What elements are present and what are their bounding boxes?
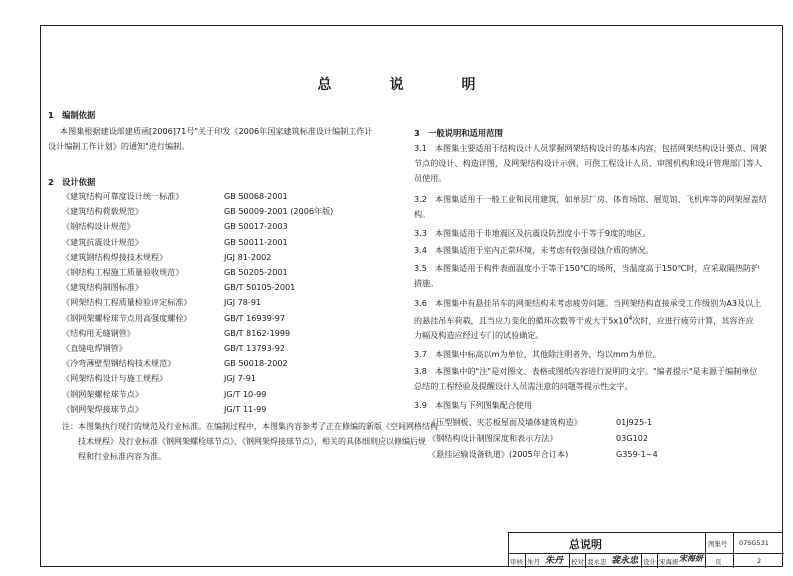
section3-p8-line1: 3.8 本图集中的"注"是对图文、表格或图纸内容进行说明的文字。"编者提示"是未源于编制单位	[414, 366, 758, 376]
section3-p1-line3: 员使用。	[414, 173, 447, 183]
standard-code: GB 50068-2001	[224, 191, 288, 201]
section3-p7: 3.7 本图集中标高以m为单位，其他除注明者外，均以mm为单位。	[414, 349, 661, 359]
standard-code: JG/T 10-99	[224, 388, 267, 399]
tb-divider-v4	[569, 553, 570, 568]
tb-design-name: 宋海妍	[659, 558, 679, 566]
section2-heading: 2 设计依据	[48, 177, 96, 187]
standard-name: 《建筑结构制图标准》	[62, 282, 143, 293]
standard-code: JGJ 81-2002	[224, 251, 272, 262]
tb-check-label: 校对	[571, 558, 584, 566]
section1-heading: 1 编制依据	[48, 110, 96, 120]
section3-p8-line2: 总结的工程经验及提醒设计人员需注意的问题等提示性文字。	[414, 381, 633, 391]
reference-code: 03G102	[616, 433, 649, 443]
standard-code: GB/T 13793-92	[224, 343, 286, 353]
standard-name: 《建筑钢结构焊接技术规程》	[62, 251, 168, 262]
standard-code: GB/T 16939-97	[224, 312, 286, 323]
section3-p2-line2: 构。	[414, 209, 431, 219]
section1-para-line2: 设计编制工作计划》的通知"进行编制。	[48, 141, 190, 151]
section3-p6-line2	[414, 312, 754, 328]
reference-name: 《钢结构设计制图深度和表示方法》	[428, 433, 558, 443]
section3-p9: 3.9 本图集与下列图集配合使用	[414, 400, 533, 410]
standard-name: 《钢结构设计规范》	[62, 221, 135, 232]
section3-p6-line1: 3.6 本图集中有悬挂吊车的网架结构未考虑疲劳问题。当网架结构直接承受工作级别为A3及以上	[414, 298, 762, 308]
section3-p6-line2-a: 的悬挂吊车荷载，且当应力变化的循环次数等于或大于5x10	[414, 315, 629, 326]
section3-p1-line1: 3.1 本图集主要适用于结构设计人员掌握网架结构设计的基本内容，包括网架结构设计要点、网架	[414, 143, 767, 153]
section3-p5-line2: 措施。	[414, 278, 439, 288]
tb-review-name: 朱丹	[527, 558, 540, 566]
standard-name: 《钢网架螺栓球节点》	[62, 388, 143, 399]
reference-code: G359-1~4	[616, 449, 658, 459]
standard-code: GB/T 50105-2001	[224, 282, 296, 293]
title-block	[508, 532, 783, 567]
tb-drawing-title: 总说明	[569, 538, 602, 551]
standard-code: GB 50018-2002	[224, 358, 288, 369]
standard-row	[62, 206, 392, 218]
tb-divider-v5	[585, 553, 586, 568]
tb-check-signature: 裴永忠	[611, 556, 639, 566]
section3-p6-exponent: 4	[628, 315, 633, 322]
tb-atlas-no: 07SG531	[739, 539, 769, 547]
standard-code: JGJ 7-91	[224, 373, 256, 384]
section3-p5-line1: 3.5 本图集适用于构件表面温度小于等于150℃的场所，当温度高于150℃时，应采取隔热防护	[414, 263, 760, 273]
standard-name: 《建筑抗震设计规范》	[62, 236, 143, 247]
section3-heading: 3 一般说明和适用范围	[414, 128, 503, 138]
section2-note-line1: 注：本图集执行现行的规范及行业标准。在编制过程中，本图集内容参考了正在修编的新版《空间网格结构	[62, 422, 438, 431]
standard-row	[62, 313, 392, 325]
section3-p2-line1: 3.2 本图集适用于一般工业和民用建筑，如单层厂房、体育场馆、展览馆、飞机库等的网架屋盖结	[414, 194, 767, 204]
standard-name: 《结构用无缝钢管》	[62, 327, 135, 338]
standard-name: 《钢网架螺栓球节点用高强度螺栓》	[62, 312, 192, 323]
standard-name: 《钢结构工程施工质量验收规范》	[62, 267, 184, 277]
standard-row	[62, 343, 392, 355]
standard-row	[62, 282, 392, 294]
section3-p3: 3.3 本图集适用于非地震区及抗震设防烈度小于等于9度的地区。	[414, 228, 651, 238]
tb-design-label: 设计	[643, 558, 656, 566]
section3-p4: 3.4 本图集适用于室内正常环境，未考虑有较强侵蚀介质的情况。	[414, 245, 654, 255]
tb-divider-v7	[657, 553, 658, 568]
reference-row	[428, 417, 758, 429]
standard-name: 《冷弯薄壁型钢结构技术规范》	[62, 358, 176, 369]
section1-para-line1: 本图集根据建设部建质函[2006]71号"关于印发《2006年国家建筑标准设计编制工作计	[60, 126, 373, 136]
standard-name: 《网架结构设计与施工规程》	[62, 373, 168, 384]
standard-name: 《直缝电焊钢管》	[62, 343, 127, 353]
reference-row	[428, 433, 758, 445]
tb-divider-v3	[525, 553, 526, 568]
standard-row	[62, 389, 392, 401]
section3-p6-line2-b: 次时，应进行疲劳计算，其容许应	[632, 315, 754, 326]
standard-code: GB 50017-2003	[224, 221, 288, 232]
section2-note-line3: 程和行业标准内容为准。	[78, 452, 166, 461]
standard-code: GB/T 8162-1999	[224, 327, 291, 338]
tb-check-name: 裴永忠	[587, 558, 607, 566]
tb-page-no: 2	[757, 557, 762, 565]
standard-name: 《建筑结构可靠度设计统一标准》	[62, 191, 184, 201]
standard-row	[62, 404, 392, 416]
standard-row	[62, 252, 392, 264]
standard-row	[62, 358, 392, 370]
tb-divider-v1	[705, 533, 706, 568]
standard-row	[62, 373, 392, 385]
standard-code: JG/T 11-99	[224, 403, 267, 414]
reference-name: 《压型钢板、夹芯板屋面及墙体建筑构造》	[428, 417, 582, 427]
standard-code: GB 50009-2001 (2006年版)	[224, 206, 334, 217]
standard-row	[62, 267, 392, 279]
tb-design-signature: 宋海妍	[679, 553, 703, 563]
standard-code: GB 50011-2001	[224, 236, 288, 247]
tb-divider-v2	[733, 533, 734, 568]
tb-atlas-no-label: 图集号	[708, 540, 728, 548]
tb-review-signature: 朱丹	[545, 556, 564, 566]
standard-row	[62, 328, 392, 340]
standard-code: JGJ 78-91	[224, 297, 262, 308]
tb-divider-v6	[641, 553, 642, 568]
section2-note-line2: 技术规程》及行业标准《钢网架螺栓球节点》、《钢网架焊接球节点》，相关的具体细则应以修编后规	[78, 437, 426, 446]
page-title: 总 说 明	[317, 77, 498, 93]
reference-row	[428, 449, 758, 461]
reference-code: 01J925-1	[616, 417, 653, 427]
standard-name: 《钢网架焊接球节点》	[62, 403, 143, 414]
standard-name: 《网架结构工程质量检验评定标准》	[62, 297, 192, 308]
standard-code: GB 50205-2001	[224, 267, 288, 277]
tb-review-label: 审核	[510, 558, 523, 566]
standard-row	[62, 237, 392, 249]
section3-p6-line3: 力幅及构造应经过专门的试验确定。	[414, 330, 544, 340]
reference-name: 《悬挂运输设备轨道》(2005年合订本)	[428, 449, 569, 459]
tb-page-label: 页	[715, 558, 722, 566]
standard-row	[62, 191, 392, 203]
standard-name: 《建筑结构荷载规范》	[62, 206, 143, 217]
standard-row	[62, 297, 392, 309]
section3-p1-line2: 节点的设计、构造详图，及网架结构设计示例，可供工程设计人员、审图机构和设计管理部门等人	[414, 158, 763, 168]
standard-row	[62, 221, 392, 233]
